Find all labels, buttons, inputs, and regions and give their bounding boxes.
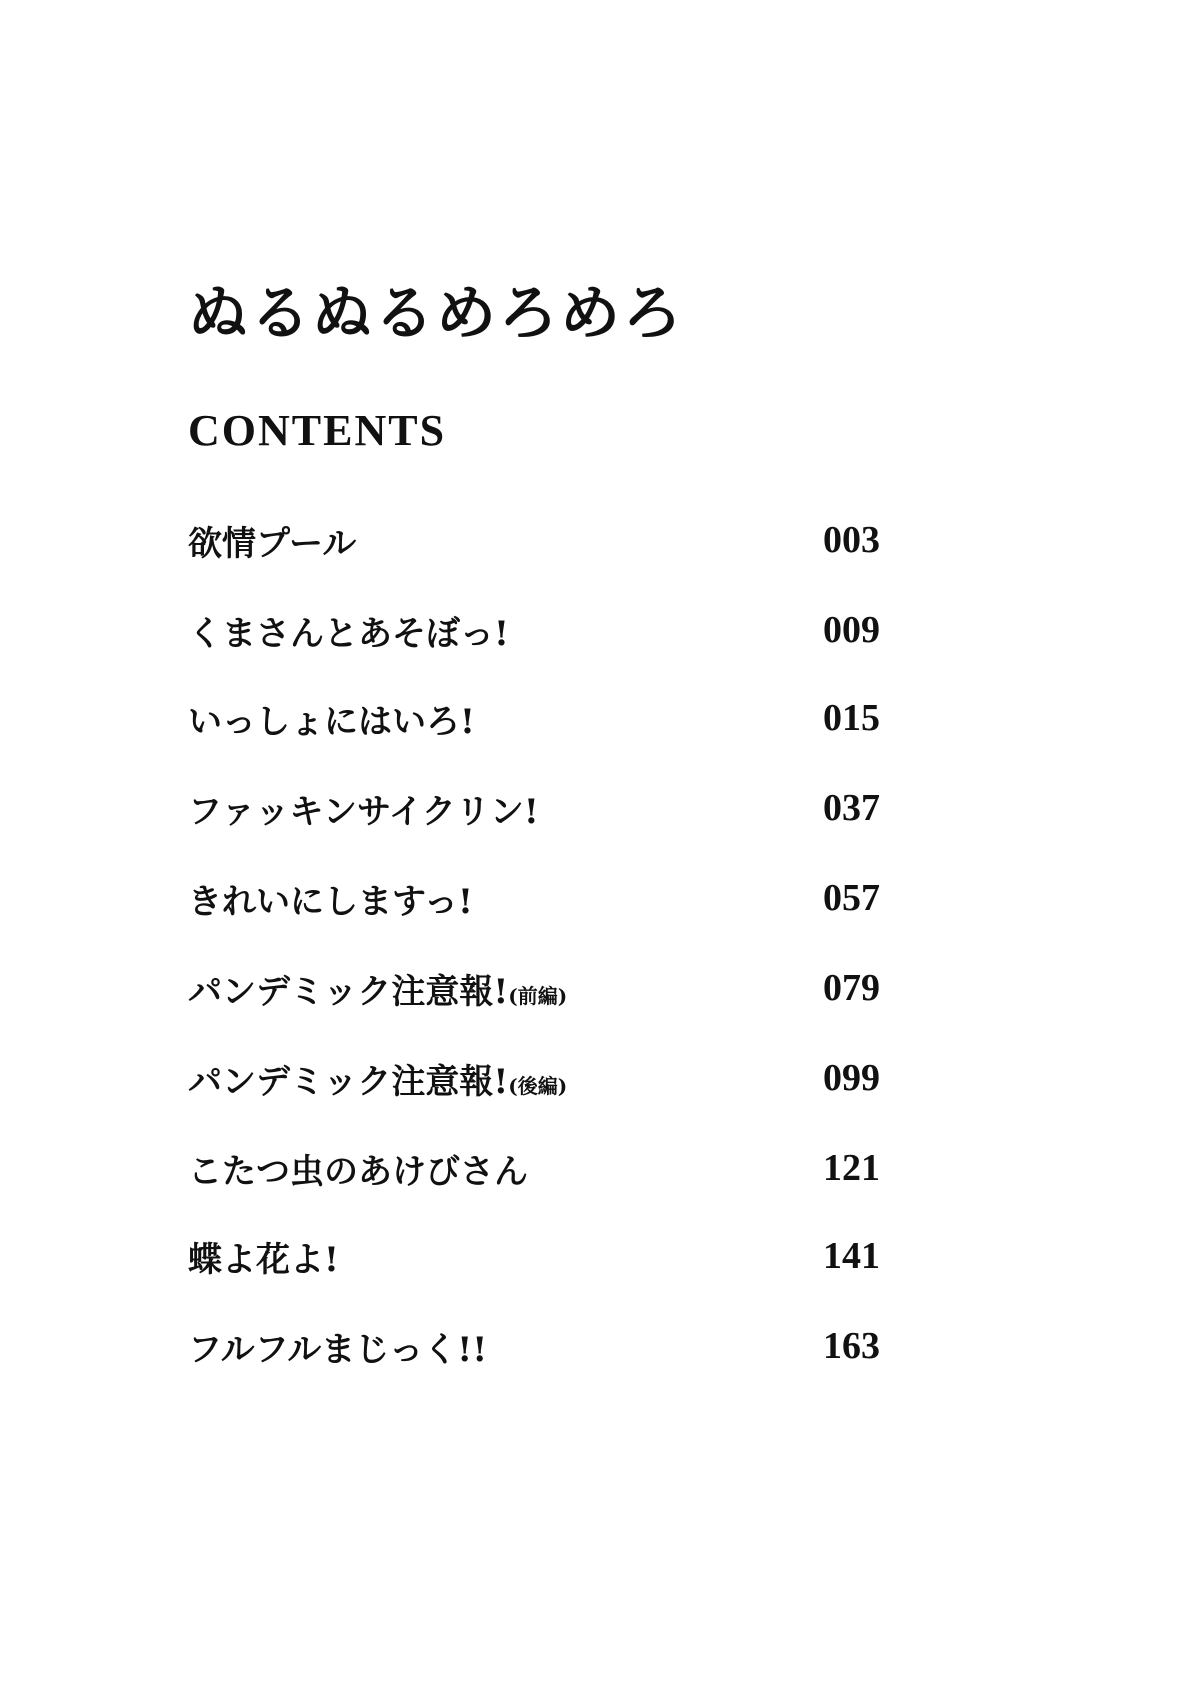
entry-page-number: 037: [823, 787, 880, 829]
toc-entry: [188, 873, 880, 923]
entry-title: [188, 784, 539, 833]
entry-title: [188, 964, 567, 1013]
toc-entry: [188, 963, 880, 1013]
contents-heading: CONTENTS: [188, 406, 447, 455]
entry-title: [188, 1322, 487, 1371]
entry-page-number: 015: [823, 697, 880, 739]
toc-entry: [188, 1321, 880, 1371]
entry-title-text: 蝶よ花よ!: [188, 1239, 339, 1280]
book-title: ぬるぬるめろめろ: [188, 279, 684, 349]
entry-title-text: くまさんとあそぼっ!: [188, 613, 509, 654]
entry-title-text: いっしょにはいろ!: [188, 701, 475, 742]
entry-title-text: こたつ虫のあけびさん: [188, 1151, 528, 1192]
entry-title-text: ファッキンサイクリン!: [188, 791, 539, 832]
entry-title: [188, 874, 473, 923]
toc-entry: [188, 783, 880, 833]
toc-entry: [188, 1231, 880, 1281]
entry-suffix: (後編): [508, 1073, 568, 1098]
entry-suffix: (前編): [508, 983, 568, 1008]
entry-title-text: パンデミック注意報!: [188, 971, 509, 1012]
entry-title: [188, 694, 475, 743]
entry-title: [188, 516, 356, 565]
entry-page-number: 163: [823, 1325, 880, 1367]
entry-page-number: 141: [823, 1235, 880, 1277]
entry-page-number: 099: [823, 1057, 880, 1099]
entry-page-number: 009: [823, 609, 880, 651]
toc-entry: [188, 515, 880, 565]
entry-page-number: 057: [823, 877, 880, 919]
entry-page-number: 079: [823, 967, 880, 1009]
entry-title-text: きれいにしますっ!: [188, 881, 473, 922]
entry-page-number: 003: [823, 519, 880, 561]
entry-title: [188, 1232, 339, 1281]
entry-title: [188, 606, 509, 655]
entry-title-text: パンデミック注意報!: [188, 1061, 509, 1102]
toc-entry: [188, 1143, 880, 1193]
toc-entry: [188, 1053, 880, 1103]
entry-title: [188, 1144, 528, 1193]
entry-title: [188, 1054, 567, 1103]
entry-title-text: 欲情プール: [188, 523, 357, 564]
entry-title-text: フルフルまじっく!!: [188, 1329, 488, 1370]
entry-page-number: 121: [823, 1147, 880, 1189]
toc-entry: [188, 693, 880, 743]
toc-entry: [188, 605, 880, 655]
